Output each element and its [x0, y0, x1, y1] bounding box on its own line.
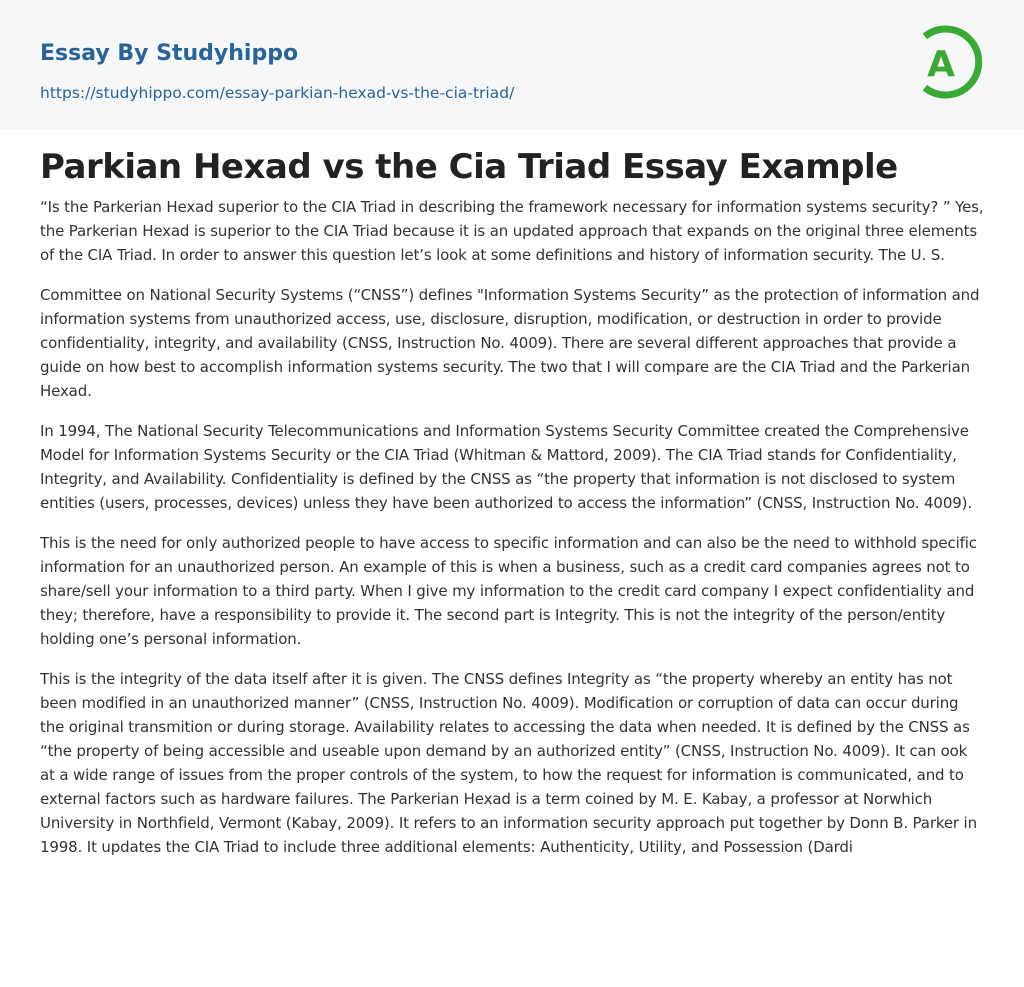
- article-paragraph: “Is the Parkerian Hexad superior to the CIA Triad in describing the framework necessary for information systems security? ” Yes, the Parkerian Hexad is superior to the CIA Triad because it is an updated approach that expands on the original three elements of the CIA Triad. In order to answer this question let’s look at some definitions and history of information security. The U. S.: [40, 198, 984, 264]
- article-paragraph: Committee on National Security Systems (“CNSS”) defines "Information Systems Security” as the protection of information and information systems from unauthorized access, use, disclosure, disruption, modification, or destruction in order to provide confidentiality, integrity, and availability (CNSS, Instruction No. 4009). There are several different approaches that provide a guide on how best to accomplish information systems security. The two that I will compare are the CIA Triad and the Parkerian Hexad.: [40, 286, 980, 400]
- site-header: [0, 0, 1024, 129]
- article-paragraph: This is the need for only authorized people to have access to specific information and can also be the need to withhold specific information for an unauthorized person. An example of this is when a business, such as a credit card companies agrees not to share/sell your information to a third party. When I give my information to the credit card company I expect confidentiality and they; therefore, have a responsibility to provide it. The second part is Integrity. This is not the integrity of the person/entity holding one’s personal information.: [40, 534, 977, 648]
- article-title: Parkian Hexad vs the Cia Triad Essay Example: [40, 147, 898, 187]
- article: [40, 143, 985, 875]
- essay-url-link[interactable]: https://studyhippo.com/essay-parkian-hexad-vs-the-cia-triad/: [40, 84, 515, 102]
- article-paragraph: In 1994, The National Security Telecommunications and Information Systems Security Committee created the Comprehensive Model for Information Systems Security or the CIA Triad (Whitman & Mattord, 2009). The CIA Triad stands for Confidentiality, Integrity, and Availability. Confidentiality is defined by the CNSS as “the property that information is not disclosed to system entities (users, processes, devices) unless they have been authorized to access the information” (CNSS, Instruction No. 4009).: [40, 422, 972, 512]
- logo-letter: A: [927, 44, 955, 85]
- article-paragraph: This is the integrity of the data itself after it is given. The CNSS defines Integrity as “the property whereby an entity has not been modified in an unauthorized manner” (CNSS, Instruction No. 4009). Modification or corruption of data can occur during the original transmition or during storage. Availability relates to accessing the data when needed. It is defined by the CNSS as “the property of being accessible and useable upon demand by an authorized entity” (CNSS, Instruction No. 4009). It can ook at a wide range of issues from the proper controls of the system, to how the request for information is communicated, and to external factors such as hardware failures. The Parkerian Hexad is a term coined by M. E. Kabay, a professor at Norwhich University in Northfield, Vermont (Kabay, 2009). It refers to an information security approach put together by Donn B. Parker in 1998. It updates the CIA Triad to include three additional elements: Authenticity, Utility, and Possession (Dardi: [40, 670, 977, 856]
- brand-title[interactable]: Essay By Studyhippo: [40, 41, 299, 66]
- studyhippo-logo-icon[interactable]: [912, 19, 986, 105]
